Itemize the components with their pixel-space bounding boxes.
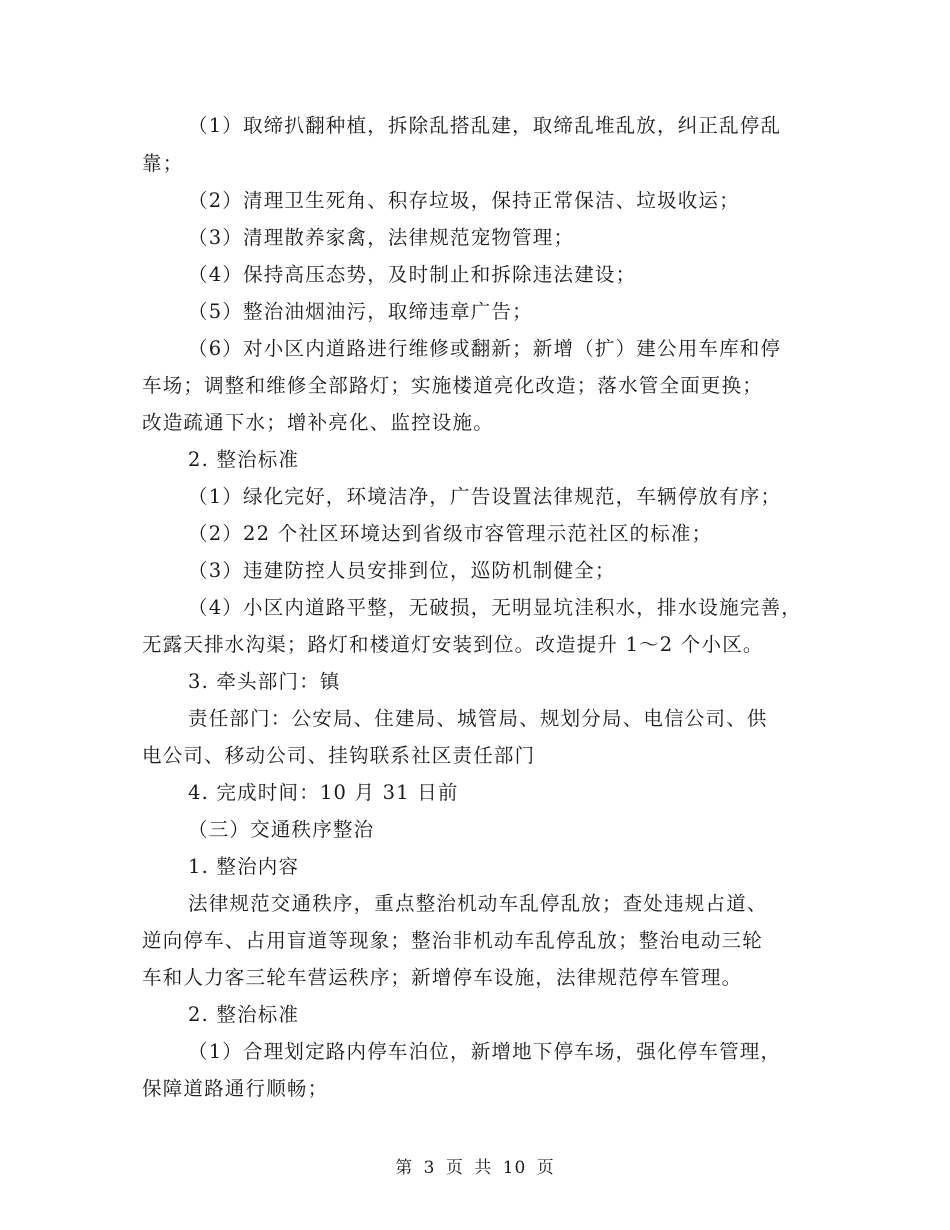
footer-total-word: 共 <box>474 1158 493 1178</box>
section-heading: 2. 整治标准 <box>188 448 300 471</box>
text-line: （5）整治油烟油污，取缔违章广告； <box>188 300 533 323</box>
footer-suffix: 页 <box>536 1158 555 1178</box>
text-line: （1）取缔扒翻种植，拆除乱搭乱建，取缔乱堆乱放，纠正乱停乱 <box>188 114 782 137</box>
text-line: 车场；调整和维修全部路灯；实施楼道亮化改造；落水管全面更换； <box>142 374 764 397</box>
footer-prefix: 第 <box>395 1158 414 1178</box>
text-line: （2）清理卫生死角、积存垃圾，保持正常保洁、垃圾收运； <box>188 189 740 212</box>
text-line: 责任部门：公安局、住建局、城管局、规划分局、电信公司、供 <box>188 707 768 730</box>
page-footer <box>0 1153 950 1178</box>
text-line: 靠； <box>142 152 184 175</box>
text-line: （4）小区内道路平整，无破损，无明显坑洼积水，排水设施完善， <box>188 596 802 619</box>
text-line: 车和人力客三轮车营运秩序；新增停车设施，法律规范停车管理。 <box>142 966 743 989</box>
text-line: 无露天排水沟渠；路灯和楼道灯安装到位。改造提升 1～2 个小区。 <box>142 633 764 656</box>
text-line: 保障道路通行顺畅； <box>142 1077 329 1100</box>
text-line: （2）22 个社区环境达到省级市容管理示范社区的标准； <box>188 522 713 545</box>
text-line: 法律规范交通秩序，重点整治机动车乱停乱放；查处违规占道、 <box>188 892 768 915</box>
section-heading: 4. 完成时间：10 月 31 日前 <box>188 781 459 804</box>
section-heading: （三）交通秩序整治 <box>188 818 375 841</box>
text-line: （3）违建防控人员安排到位，巡防机制健全； <box>188 559 616 582</box>
footer-current-page: 3 <box>423 1158 436 1178</box>
text-line: （1）绿化完好，环境洁净，广告设置法律规范，车辆停放有序； <box>188 485 782 508</box>
text-line: 逆向停车、占用盲道等现象；整治非机动车乱停乱放；整治电动三轮 <box>142 929 764 952</box>
text-line: （3）清理散养家禽，法律规范宠物管理； <box>188 226 575 249</box>
section-heading: 2. 整治标准 <box>188 1003 300 1026</box>
text-line: （1）合理划定路内停车泊位，新增地下停车场，强化停车管理， <box>188 1040 782 1063</box>
text-line: 改造疏通下水；增补亮化、监控设施。 <box>142 411 494 434</box>
text-line: （4）保持高压态势，及时制止和拆除违法建设； <box>188 263 637 286</box>
section-heading: 1. 整治内容 <box>188 855 300 878</box>
text-line: （6）对小区内道路进行维修或翻新；新增（扩）建公用车库和停 <box>188 337 782 360</box>
footer-total-pages: 10 <box>502 1158 527 1178</box>
section-heading: 3. 牵头部门：镇 <box>188 670 341 693</box>
footer-page-word: 页 <box>445 1158 464 1178</box>
text-line: 电公司、移动公司、挂钩联系社区责任部门 <box>142 744 536 767</box>
